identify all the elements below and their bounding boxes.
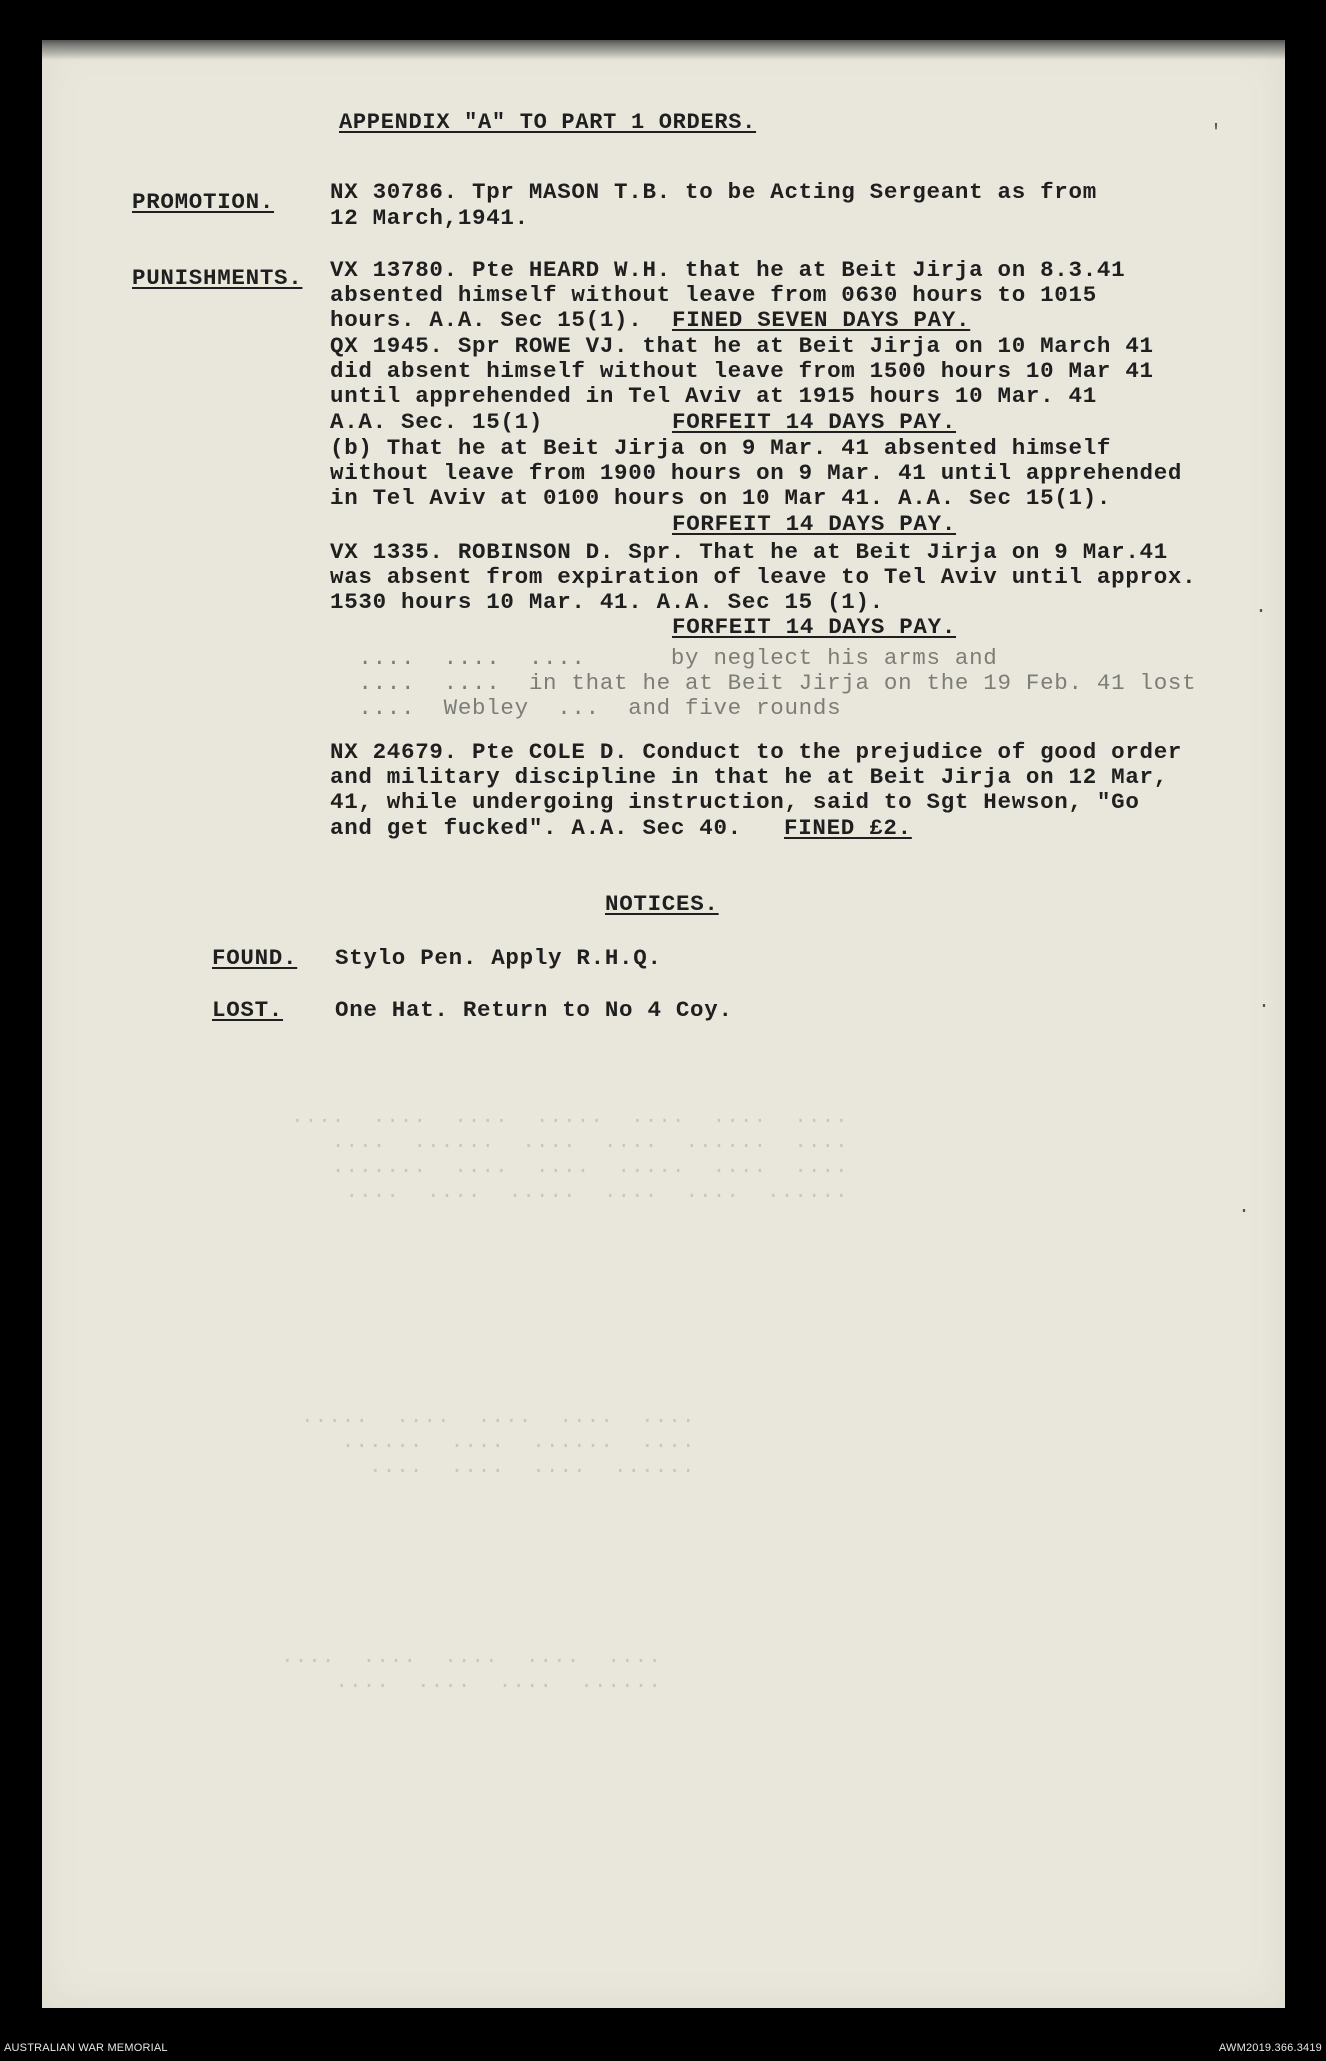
footer-accession: AWM2019.366.3419 [1218,2042,1322,2054]
punishment-line: 41, while undergoing instruction, said to Sgt Hewson, "Go [330,789,1140,815]
promotion-line: NX 30786. Tpr MASON T.B. to be Acting Sergeant as from [330,179,1097,205]
punishment-line: did absent himself without leave from 1500 hours 10 Mar 41 [330,358,1154,384]
margin-mark: ' [1210,122,1223,145]
page-title: APPENDIX "A" TO PART 1 ORDERS. [339,110,757,135]
punishment-line: was absent from expiration of leave to Tel Aviv until approx. [330,564,1197,590]
punishment-line: and military discipline in that he at Beit Jirja on 12 Mar, [330,764,1168,790]
section-label-punishments: PUNISHMENTS. [132,265,303,291]
faded-punishment-line: .... .... in that he at Beit Jirja on the 19 Feb. 41 lost [330,670,1197,696]
footer-credit: AUSTRALIAN WAR MEMORIAL [4,2042,168,2054]
lost-label: LOST. [212,997,284,1023]
found-label: FOUND. [212,945,298,971]
punishment-line: A.A. Sec. 15(1) [330,409,544,435]
section-label-promotion: PROMOTION. [132,189,275,215]
found-text: Stylo Pen. Apply R.H.Q. [335,945,662,971]
margin-mark: · [1238,1200,1251,1223]
margin-mark: · [1258,995,1271,1018]
punishment-line: QX 1945. Spr ROWE VJ. that he at Beit Jirja on 10 March 41 [330,333,1154,359]
punishment-line: VX 1335. ROBINSON D. Spr. That he at Beit Jirja on 9 Mar.41 [330,539,1168,565]
faded-punishment-line: .... .... .... by neglect his arms and [330,645,998,671]
faded-punishment-line: .... Webley ... and five rounds [330,695,842,721]
show-through-text: .... .... .... .... .... ...... .... .... .... [280,1646,661,1694]
punishment-penalty: FORFEIT 14 DAYS PAY. [672,511,957,537]
punishment-penalty: FINED £2. [784,815,912,841]
punishment-penalty: FORFEIT 14 DAYS PAY. [672,614,957,640]
punishment-line: VX 13780. Pte HEARD W.H. that he at Beit Jirja on 8.3.41 [330,257,1126,283]
scan-top-edge [42,40,1285,60]
punishment-line: without leave from 1900 hours on 9 Mar. 41 until apprehended [330,460,1183,486]
punishment-penalty: FORFEIT 14 DAYS PAY. [672,409,957,435]
show-through-text: .... .... .... ..... .... .... .... .... ...... .... .... ...... .... .... .... ..... .... .... ....... ...... .... .... ..... .... .... [290,1106,848,1204]
punishment-line: absented himself without leave from 0630 hours to 1015 [330,282,1097,308]
show-through-text: .... .... .... .... ..... .... ...... .... ...... ...... .... .... .... [300,1406,695,1479]
punishment-line: (b) That he at Beit Jirja on 9 Mar. 41 absented himself [330,435,1112,461]
punishment-line: NX 24679. Pte COLE D. Conduct to the prejudice of good order [330,739,1183,765]
lost-text: One Hat. Return to No 4 Coy. [335,997,733,1023]
margin-mark: · [1255,600,1268,623]
punishment-line: and get fucked". A.A. Sec 40. [330,815,742,841]
promotion-line: 12 March,1941. [330,205,529,231]
punishment-line: in Tel Aviv at 0100 hours on 10 Mar 41. A.A. Sec 15(1). [330,485,1112,511]
punishment-line: hours. A.A. Sec 15(1). [330,307,643,333]
notices-heading: NOTICES. [605,891,719,917]
punishment-line: 1530 hours 10 Mar. 41. A.A. Sec 15 (1). [330,589,884,615]
punishment-line: until apprehended in Tel Aviv at 1915 hours 10 Mar. 41 [330,383,1097,409]
punishment-penalty: FINED SEVEN DAYS PAY. [672,307,971,333]
